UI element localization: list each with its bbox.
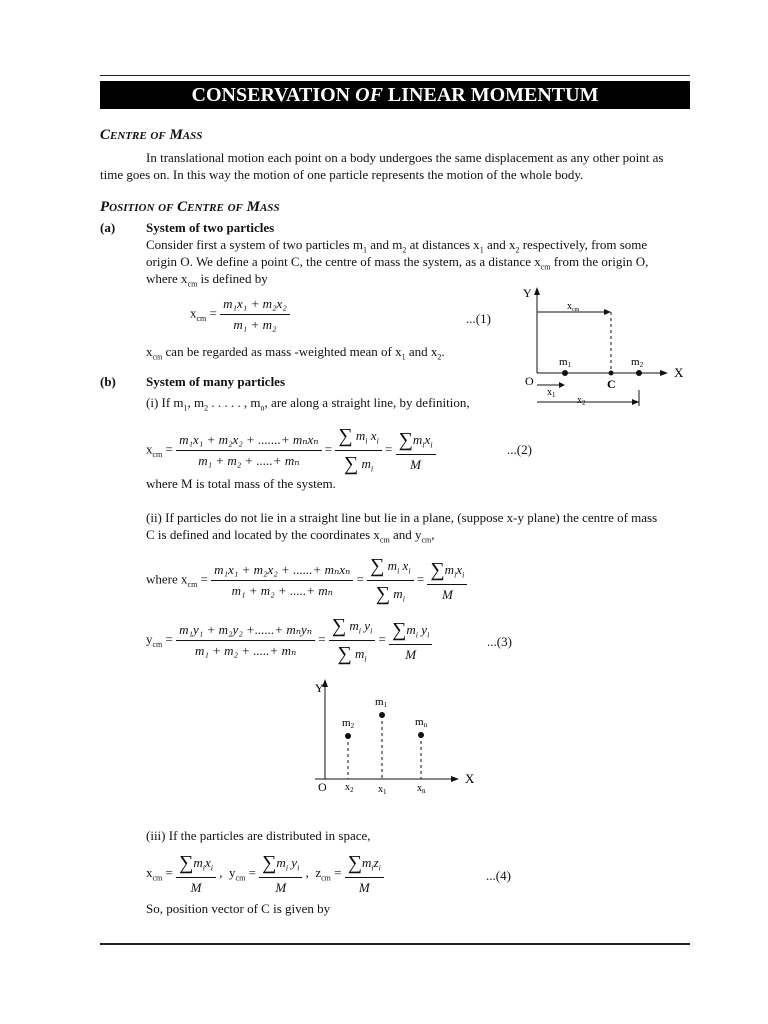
page-title: CONSERVATION OF LINEAR MOMENTUM xyxy=(100,81,690,109)
centre-para-line1: In translational motion each point on a body undergoes the same displacement as any other point as xyxy=(146,150,664,165)
weighted-mean-line: $x_{cm}$ can be regarded as mass -weighted mean of $x_1$ and $x_2$. xyxy=(146,344,445,362)
equation-3b: $y_{cm}$ = $\frac{\text{m₁y₁ + m₂y₂ +......+ mₙyₙ}}{\text{m₁ + m₂ + .....+ mₙ}}$ = $\frac{\sum m_i y_i}{\sum m_i}$ = $\frac{\sum m_i y_i}{M}$ xyxy=(146,615,432,666)
figure-two-particles xyxy=(515,285,695,410)
fig2-x-label: X xyxy=(465,771,475,786)
a-para-line2: origin O. We define a point C, the centre of mass the system, as a distance $x_{cm}$ from the origin O, xyxy=(146,254,649,272)
fig2-x1-label: $x_1$ xyxy=(378,784,387,796)
subheading-two-particles: System of two particles xyxy=(146,220,275,235)
eq4-tag: ...(4) xyxy=(486,868,511,883)
figure-many-particles xyxy=(305,675,485,800)
fig1-x1-label: $x_1$ xyxy=(547,387,556,399)
fig2-m2-label: m2 xyxy=(342,717,355,730)
iii-line: (iii) If the particles are distributed in space, xyxy=(146,828,371,843)
a-para-line3: where $x_{cm}$ is defined by xyxy=(146,271,268,289)
fig1-x-label: X xyxy=(674,365,684,380)
label-a: (a) xyxy=(100,220,116,235)
fig1-y-label: Y xyxy=(523,286,532,300)
eq3-tag: ...(3) xyxy=(487,634,512,649)
so-line: So, position vector of C is given by xyxy=(146,901,331,916)
fig1-x2-label: $x_2$ xyxy=(577,395,586,407)
fig2-origin-label: O xyxy=(318,780,327,794)
fig1-c-label: C xyxy=(607,377,616,391)
where-m-line: where M is total mass of the system. xyxy=(146,476,336,491)
ii-line2: C is defined and located by the coordinates $x_{cm}$ and $y_{cm}$, xyxy=(146,527,435,545)
subheading-many-particles: System of many particles xyxy=(146,374,286,389)
eq1-tag: ...(1) xyxy=(466,311,491,326)
section-heading-centre-of-mass: Centre of Mass xyxy=(100,127,203,143)
fig2-x2-label: $x_2$ xyxy=(345,782,354,794)
b-i-line: (i) If $m_1$, $m_2$ . . . . . , $m_n$, are along a straight line, by definition, xyxy=(146,395,470,413)
equation-1: $x_{cm}$ = $\frac{\text{m₁x₁ + m₂x₂}}{\text{m₁ + m₂}}$ xyxy=(190,296,290,333)
fig1-xcm-label: $x_{cm}$ xyxy=(567,301,580,313)
equation-3a: where $x_{cm}$ = $\frac{\text{m₁x₁ + m₂x₂ + ......+ mₙxₙ}}{\text{m₁ + m₂ + .....+ mₙ}}$ = $\frac{\sum m_i x_i}{\sum m_i}$ = $\frac{\sum m_ix_i}{M}$ xyxy=(146,555,467,606)
a-para-line1: Consider first a system of two particles $m_1$ and $m_2$ at distances $x_1$ and $x_2$ respectively, from some xyxy=(146,237,648,255)
label-b: (b) xyxy=(100,374,116,389)
fig2-y-label: Y xyxy=(315,681,324,695)
top-rule xyxy=(100,75,690,76)
centre-para-line2: time goes on. In this way the motion of one particle represents the motion of the whole body. xyxy=(100,167,584,182)
fig1-m2-label: m2 xyxy=(631,356,644,369)
fig2-mn-label: mn xyxy=(415,716,428,729)
fig2-m1-label: m1 xyxy=(375,696,388,709)
fig1-origin-label: O xyxy=(525,374,534,388)
bottom-rule xyxy=(100,943,690,945)
ii-line1: (ii) If particles do not lie in a straight line but lie in a plane, (suppose x-y plane) the centre of mass xyxy=(146,510,658,525)
section-heading-position: Position of Centre of Mass xyxy=(100,199,280,215)
equation-2: $x_{cm}$ = $\frac{\text{m₁x₁ + m₂x₂ + .......+ mₙxₙ}}{\text{m₁ + m₂ + .....+ mₙ}}$ = $\frac{\sum m_i x_i}{\sum m_i}$ = $\frac{\sum m_ix_i}{M}$ xyxy=(146,425,436,476)
fig2-xn-label: $x_n$ xyxy=(417,783,426,795)
eq2-tag: ...(2) xyxy=(507,442,532,457)
fig1-m1-label: m1 xyxy=(559,356,572,369)
equation-4: $x_{cm}$ = $\frac{\sum m_ix_i}{M}$ , $y_{cm}$ = $\frac{\sum m_i y_i}{M}$ , $z_{cm}$ = $\frac{\sum m_iz_i}{M}$ xyxy=(146,852,384,896)
